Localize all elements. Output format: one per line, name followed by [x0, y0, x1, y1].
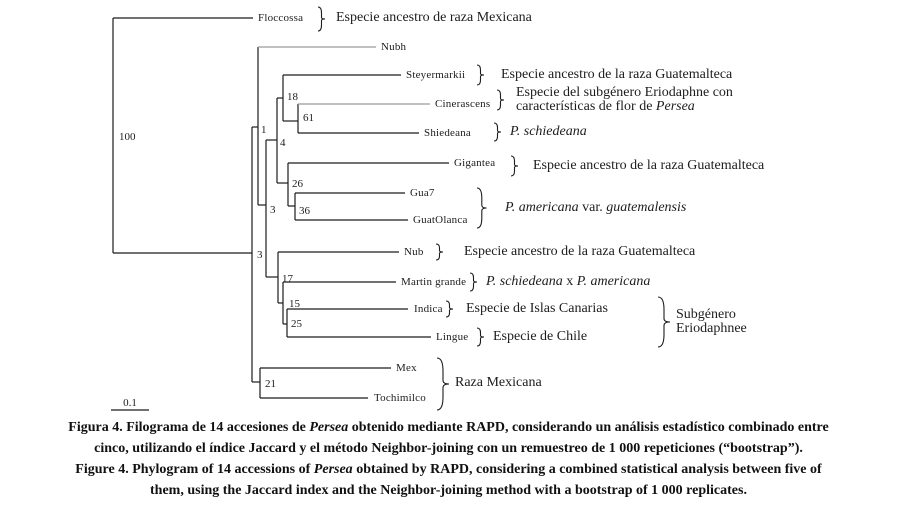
annotation-text: características de flor de	[516, 99, 656, 114]
brace-icon	[437, 358, 449, 410]
annotation-text: Especie ancestro de la raza Guatemalteca	[501, 67, 733, 82]
annotation-text: Raza Mexicana	[455, 375, 542, 390]
annotation-raza-mexicana	[455, 375, 542, 391]
annotation-text: P. schiedeana	[486, 274, 563, 289]
annotation-text: Especie ancestro de la raza Guatemalteca	[464, 244, 696, 259]
brace-icon	[511, 156, 518, 176]
annotation-text: Eriodaphnee	[676, 321, 747, 336]
annotation-ancestro-guatemalteca-nub	[464, 244, 695, 260]
annotation-text: Persea	[655, 99, 695, 114]
caption-text: obtenido mediante RAPD, considerando un análisis estadístico combinado entre	[348, 420, 829, 435]
annotation-p-americana-var-guatemalensis	[505, 200, 686, 216]
annotation-text: Especie de Chile	[493, 329, 588, 344]
annotation-text: Especie de Islas Canarias	[466, 301, 608, 316]
annotation-text: Especie ancestro de raza Mexicana	[336, 10, 532, 25]
annotation-subgenero-eriodaphnee	[676, 321, 747, 337]
tip-label-cinerascens: Cinerascens	[435, 98, 491, 110]
caption-en-line2: them, using the Jaccard index and the Neighbor-joining method with a bootstrap of 1 000 replicates.	[150, 483, 747, 498]
annotation-subgenero-eriodaphne-flor-persea	[516, 99, 695, 115]
bootstrap-value: 3	[257, 249, 263, 261]
annotation-text: P. americana	[576, 274, 651, 289]
bootstrap-value: 4	[280, 137, 286, 149]
tip-label-nub: Nub	[404, 246, 424, 258]
tip-label-martin-grande: Martin grande	[401, 276, 467, 288]
tip-label-tochimilco: Tochimilco	[374, 392, 426, 404]
scale-bar-label: 0.1	[123, 397, 137, 409]
bootstrap-value: 1	[261, 124, 267, 136]
annotation-p-schiedeana-x-p-americana	[486, 274, 650, 290]
brace-icon	[318, 7, 325, 31]
bootstrap-value: 100	[119, 131, 136, 143]
annotation-text: guatemalensis	[606, 200, 687, 215]
tip-label-guatolanca: GuatOlanca	[413, 214, 468, 226]
annotation-p-schiedeana	[510, 124, 587, 140]
caption-text: Figura 4. Filograma de 14 accesiones de	[68, 420, 310, 435]
annotation-text: Subgénero	[676, 307, 736, 322]
bootstrap-value: 3	[270, 204, 276, 216]
tip-label-nubh: Nubh	[381, 41, 407, 53]
tip-label-lingue: Lingue	[436, 331, 469, 343]
tip-label-gigantea: Gigantea	[454, 157, 496, 169]
brace-icon	[477, 65, 484, 85]
caption-es-line2: cinco, utilizando el índice Jaccard y el método Neighbor-joining con un remuestreo de 1 000 repeticiones (“bootstrap”).	[94, 441, 803, 456]
brace-icon	[477, 188, 487, 228]
brace-icon	[658, 297, 670, 347]
annotation-text: Especie ancestro de la raza Guatemalteca	[533, 158, 765, 173]
brace-icon	[477, 328, 484, 346]
annotation-ancestro-guatemalteca-gigantea	[533, 158, 764, 174]
tip-label-floccossa: Floccossa	[258, 12, 304, 24]
tip-label-steyermarkii: Steyermarkii	[406, 69, 466, 81]
annotation-text: var.	[578, 200, 607, 215]
brace-icon	[497, 90, 504, 110]
bootstrap-value: 18	[287, 91, 298, 103]
bootstrap-value: 36	[299, 205, 310, 217]
tip-label-gua7: Gua7	[410, 187, 435, 199]
bootstrap-value: 25	[291, 318, 302, 330]
brace-icon	[494, 123, 501, 141]
annotation-text: P. schiedeana	[510, 124, 587, 139]
annotation-especie-islas-canarias	[466, 301, 608, 317]
annotation-especie-de-chile	[493, 329, 587, 345]
bootstrap-value: 17	[282, 273, 293, 285]
bootstrap-value: 61	[303, 112, 314, 124]
annotation-ancestro-guatemalteca-steyermarkii	[501, 67, 732, 83]
brace-icon	[470, 273, 477, 291]
caption-text: Figure 4. Phylogram of 14 accessions of	[75, 462, 314, 477]
bootstrap-value: 26	[292, 178, 303, 190]
brace-icon	[436, 244, 443, 260]
annotation-text: x	[562, 274, 577, 289]
caption-italic-persea: Persea	[309, 420, 349, 435]
bootstrap-value: 15	[289, 298, 300, 310]
tip-label-indica: Indica	[414, 303, 443, 315]
tip-label-mex: Mex	[396, 362, 417, 374]
caption-italic-persea: Persea	[313, 462, 353, 477]
brace-icon	[446, 301, 453, 317]
caption-text: obtained by RAPD, considering a combined statistical analysis between five of	[352, 462, 822, 477]
annotation-text: P. americana	[505, 200, 579, 215]
tip-label-shiedeana: Shiedeana	[424, 127, 472, 139]
annotation-text: Especie del subgénero Eriodaphne con	[516, 85, 733, 100]
annotation-ancestro-raza-mexicana	[336, 10, 532, 26]
bootstrap-value: 21	[265, 378, 276, 390]
